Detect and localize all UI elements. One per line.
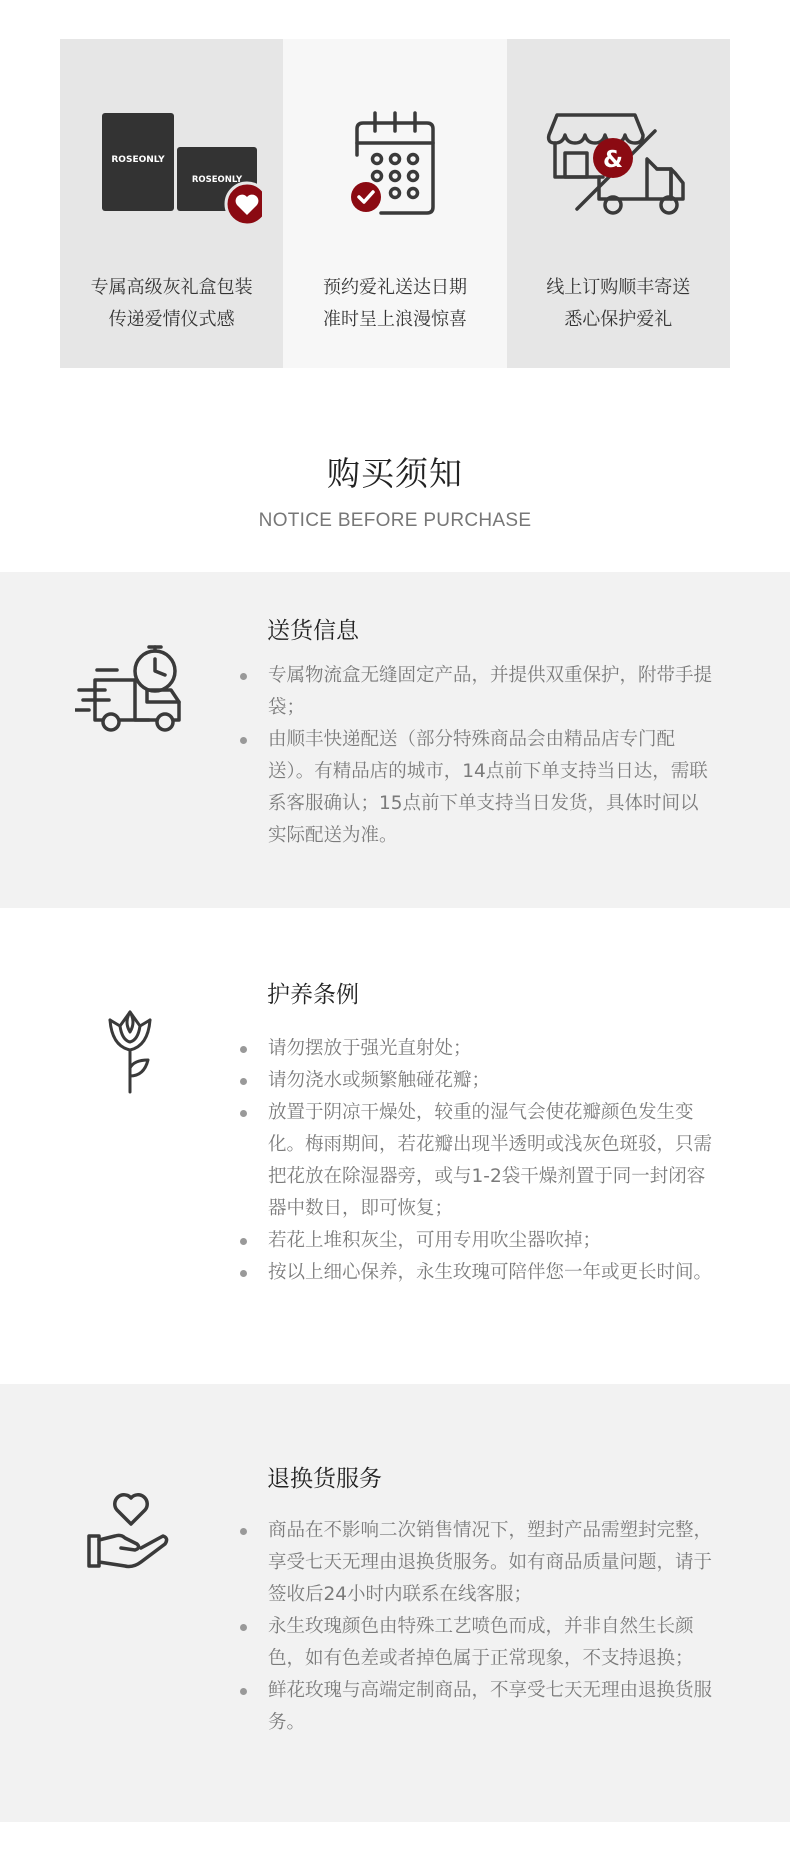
feature-line-2: 准时呈上浪漫惊喜 — [322, 309, 467, 330]
feature-text — [283, 272, 506, 336]
gift-box-icon — [82, 107, 262, 227]
section-title: 护养条例 — [267, 982, 359, 1008]
list-item: 请勿浇水或频繁触碰花瓣； — [240, 1065, 712, 1097]
store-truck-icon — [543, 107, 693, 227]
box-label-large: ROSEONLY — [111, 155, 165, 165]
list-item: 商品在不影响二次销售情况下，塑封产品需塑封完整，享受七天无理由退换货服务。如有商品质量问题，请于签收后24小时内联系在线客服； — [240, 1515, 712, 1611]
feature-calendar — [283, 39, 506, 368]
list-item: 鲜花玫瑰与高端定制商品，不享受七天无理由退换货服务。 — [240, 1675, 712, 1739]
feature-store-delivery — [507, 39, 730, 368]
feature-strip — [60, 39, 730, 368]
feature-line-2: 悉心保护爱礼 — [564, 309, 673, 330]
section-title: 退换货服务 — [267, 1466, 382, 1492]
calendar-check-icon — [335, 107, 455, 227]
section-returns — [0, 1384, 790, 1822]
delivery-truck-clock-icon — [75, 644, 185, 734]
section-care — [0, 908, 790, 1384]
list-item: 请勿摆放于强光直射处； — [240, 1033, 712, 1065]
box-label-small: ROSEONLY — [191, 175, 242, 185]
list-item: 放置于阴凉干燥处，较重的湿气会使花瓣颜色发生变化。梅雨期间，若花瓣出现半透明或浅灰色斑驳，只需把花放在除湿器旁，或与1-2袋干燥剂置于同一封闭容器中数日，即可恢复； — [240, 1097, 712, 1225]
list-item: 由顺丰快递配送（部分特殊商品会由精品店专门配送）。有精品店的城市，14点前下单支持当日达，需联系客服确认；15点前下单支持当日发货，具体时间以实际配送为准。 — [240, 724, 712, 852]
feature-line-2: 传递爱情仪式感 — [108, 309, 235, 330]
feature-line-1: 线上订购顺丰寄送 — [546, 277, 691, 298]
list-item: 永生玫瑰颜色由特殊工艺喷色而成，并非自然生长颜色，如有色差或者掉色属于正常现象，不支持退换； — [240, 1611, 712, 1675]
list-item: 专属物流盒无缝固定产品，并提供双重保护，附带手提袋； — [240, 660, 712, 724]
delivery-list — [240, 660, 712, 852]
returns-list — [240, 1515, 712, 1739]
feature-text — [60, 272, 283, 336]
feature-text — [507, 272, 730, 336]
hand-heart-icon — [85, 1484, 175, 1574]
store-badge: & — [603, 147, 624, 173]
list-item: 按以上细心保养，永生玫瑰可陪伴您一年或更长时间。 — [240, 1257, 712, 1289]
feature-line-1: 预约爱礼送达日期 — [322, 277, 467, 298]
section-title: 送货信息 — [267, 618, 359, 644]
feature-gift-box — [60, 39, 283, 368]
notice-title: 购买须知 — [327, 454, 463, 493]
care-list — [240, 1033, 712, 1289]
notice-subtitle: NOTICE BEFORE PURCHASE — [258, 510, 532, 531]
section-delivery — [0, 572, 790, 908]
list-item: 若花上堆积灰尘，可用专用吹尘器吹掉； — [240, 1225, 712, 1257]
feature-line-1: 专属高级灰礼盒包装 — [90, 277, 253, 298]
rose-icon — [100, 1006, 160, 1096]
